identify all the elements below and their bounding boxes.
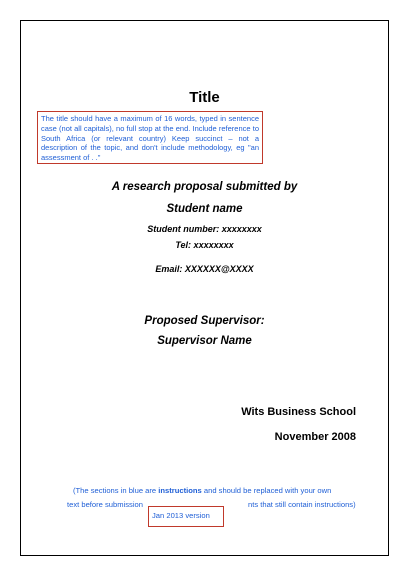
title-instruction-box bbox=[37, 111, 263, 164]
version-box bbox=[148, 506, 224, 527]
document-title: Title bbox=[189, 89, 220, 106]
email: Email: XXXXXX@XXXX bbox=[155, 264, 254, 274]
title-instruction-text: The title should have a maximum of 16 words, typed in sentence case (not all capitals), no full stop at the end. Include reference to South Africa (or relevant country) Keep succinct – not a description of the topic, and don't include methodology, eg "an assessment of . ." bbox=[41, 114, 259, 163]
school-name: Wits Business School bbox=[241, 406, 356, 418]
note2-text-end: nts that still contain instructions) bbox=[248, 500, 356, 509]
note-text-end: and should be replaced with your own bbox=[203, 486, 332, 495]
supervisor-name: Supervisor Name bbox=[157, 335, 252, 347]
document-page bbox=[20, 20, 389, 556]
telephone: Tel: xxxxxxxx bbox=[175, 240, 234, 250]
note-text-start: (The sections in blue are bbox=[73, 486, 157, 495]
submission-date: November 2008 bbox=[274, 431, 356, 443]
note2-text-start: text before submission bbox=[67, 500, 143, 509]
student-number: Student number: xxxxxxxx bbox=[147, 224, 262, 234]
note-instructions-word: instructions bbox=[158, 486, 202, 495]
blue-sections-note-line2 bbox=[67, 500, 356, 509]
student-name: Student name bbox=[166, 203, 243, 215]
proposed-supervisor-label: Proposed Supervisor: bbox=[144, 315, 265, 327]
blue-sections-note bbox=[73, 486, 331, 495]
version-label: Jan 2013 version bbox=[152, 511, 210, 520]
submitted-by-line: A research proposal submitted by bbox=[111, 181, 298, 193]
